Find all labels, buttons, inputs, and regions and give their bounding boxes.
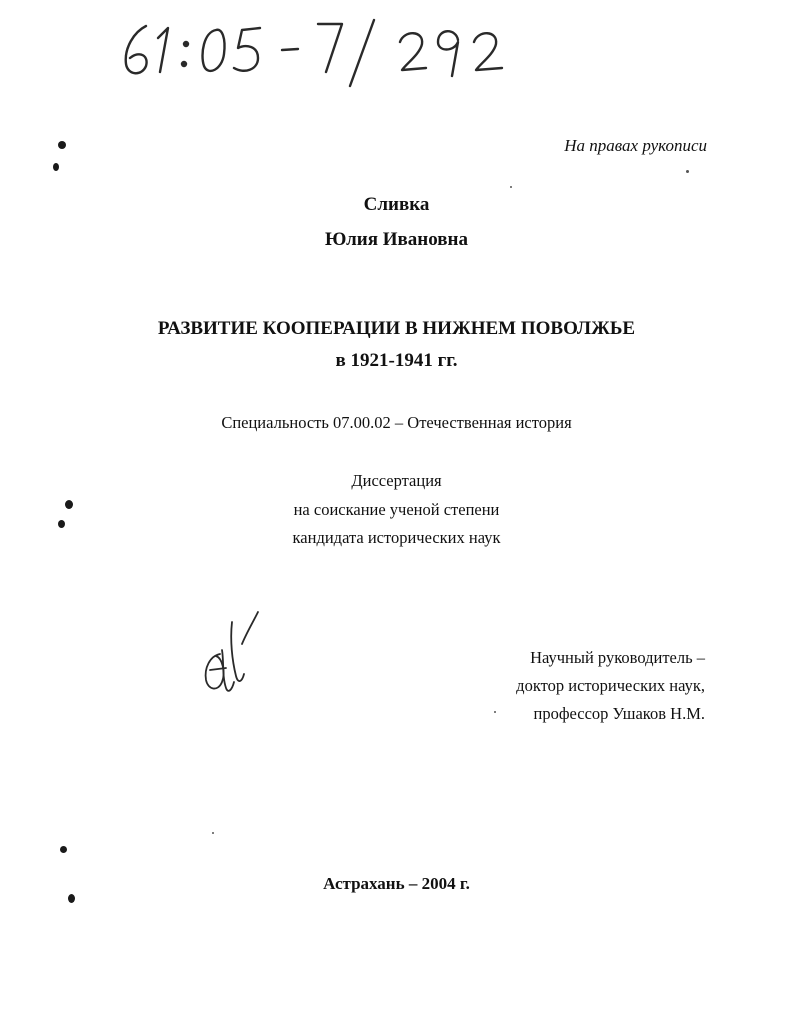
scan-speck — [686, 170, 689, 173]
dissertation-title-years: в 1921-1941 гг. — [335, 350, 458, 371]
scientific-supervisor — [516, 644, 705, 728]
signature — [196, 610, 266, 700]
author-surname: Сливка — [363, 194, 430, 215]
dissertation-title: РАЗВИТИЕ КООПЕРАЦИИ В НИЖНЕМ ПОВОЛЖЬЕ — [157, 318, 636, 339]
punch-mark — [68, 894, 75, 903]
punch-mark — [58, 141, 66, 149]
punch-mark — [58, 520, 65, 528]
manuscript-rights-note: На правах рукописи — [564, 136, 707, 155]
author-given-names: Юлия Ивановна — [324, 229, 468, 250]
scan-speck — [212, 832, 214, 834]
supervisor-degree: доктор исторических наук, — [516, 676, 705, 695]
punch-mark — [65, 500, 73, 509]
degree-name: кандидата исторических наук — [292, 528, 501, 547]
degree-purpose: на соискание ученой степени — [293, 500, 500, 519]
scan-speck — [494, 711, 496, 713]
specialty-line: Специальность 07.00.02 – Отечественная история — [221, 413, 572, 432]
scan-speck — [510, 186, 512, 188]
punch-mark — [60, 846, 67, 853]
handwritten-archive-number — [112, 14, 522, 94]
dissertation-label: Диссертация — [351, 471, 442, 490]
supervisor-role: Научный руководитель – — [530, 648, 705, 667]
punch-mark — [53, 163, 59, 171]
supervisor-name: профессор Ушаков Н.М. — [533, 704, 705, 723]
city-and-year: Астрахань – 2004 г. — [323, 874, 470, 893]
